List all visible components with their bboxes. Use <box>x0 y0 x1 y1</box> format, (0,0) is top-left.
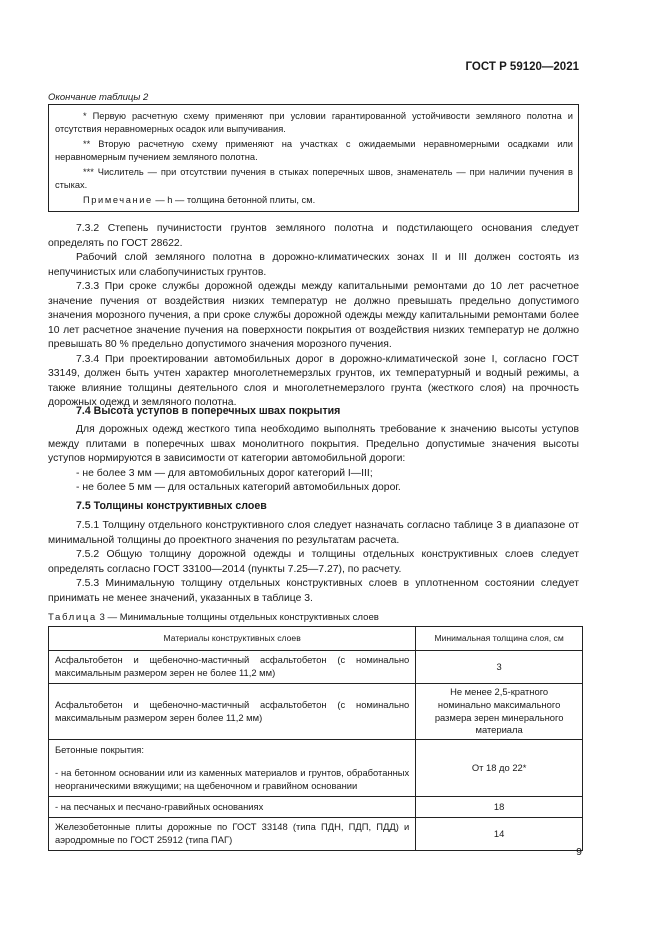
table-continuation-caption: Окончание таблицы 2 <box>48 92 149 103</box>
table2-notes-box <box>48 104 579 212</box>
remark-text: — h — толщина бетонной плиты, см. <box>152 195 316 205</box>
page-number: 9 <box>576 846 582 858</box>
thickness-cell: От 18 до 22* <box>416 740 583 797</box>
material-cell: Асфальтобетон и щебеночно-мастичный асфальтобетон (с номинально максимальным размером зерен более 11,2 мм) <box>49 684 416 740</box>
section-7-4-text <box>48 423 579 496</box>
table-remark <box>55 194 573 207</box>
table-row <box>49 651 583 684</box>
table-footnote: *** Числитель — при отсутствии пучения в стыках поперечных швов, знаменатель — при наличии пучения в стыках. <box>55 167 573 191</box>
material-cell: Железобетонные плиты дорожные по ГОСТ 33148 (типа ПДН, ПДП, ПДД) и аэродромные по ГОСТ 25912 (типа ПАГ) <box>49 818 416 851</box>
paragraph: 7.5.3 Минимальную толщину отдельных конструктивных слоев в уплотненном состоянии следует принимать не менее значений, указанных в таблице 3. <box>48 578 579 604</box>
table3-min-thickness <box>48 626 583 851</box>
paragraph: 7.5.1 Толщину отдельного конструктивного слоя следует назначать согласно таблице 3 в диапазоне от минимальной толщины до проектного значения по результатам расчета. <box>48 520 579 546</box>
table-caption-title: 3 — Минимальные толщины отдельных конструктивных слоев <box>96 612 379 623</box>
table-row <box>49 797 583 818</box>
material-cell: - на бетонном основании или из каменных материалов и грунтов, обработанных неорганическими вяжущими; на щебеночном и гравийном основании <box>49 766 416 797</box>
table-footnote: ** Вторую расчетную схему применяют на участках с ожидаемыми неравномерными осадками или неравномерным пучением земляного полотна. <box>55 139 573 163</box>
material-cell: Бетонные покрытия: <box>49 740 416 767</box>
remark-label: Примечание <box>83 195 153 205</box>
thickness-cell: Не менее 2,5-кратного номинально максимального размера зерен минерального материала <box>416 684 583 740</box>
paragraph: Рабочий слой земляного полотна в дорожно-климатических зонах II и III должен состоять из непучинистых или слабопучинистых грунтов. <box>48 252 579 278</box>
table-row <box>49 818 583 851</box>
paragraph: 7.3.2 Степень пучинистости грунтов земляного полотна и подстилающего основания следует определять по ГОСТ 28622. <box>48 223 579 249</box>
section-7-5-text <box>48 519 579 606</box>
column-header: Материалы конструктивных слоев <box>49 627 416 651</box>
table-row <box>49 684 583 740</box>
table-header-row <box>49 627 583 651</box>
paragraph: 7.3.4 При проектировании автомобильных дорог в дорожно-климатической зоне I, согласно ГОСТ 33149, должен быть учтен характер многолетнемерзлых грунтов, их температурный и водный режимы, а также влияние толщины деятельного слоя и многолетнемерзлого грунта (жесткого слоя) на прочность дорожных одежд и земляного полотна. <box>48 353 579 408</box>
material-cell: - на песчаных и песчано-гравийных основаниях <box>49 797 416 818</box>
paragraph: 7.5.2 Общую толщину дорожной одежды и толщины отдельных конструктивных слоев следует определять согласно ГОСТ 33100—2014 (пункты 7.25—7.27), по расчету. <box>48 549 579 575</box>
thickness-cell: 18 <box>416 797 583 818</box>
material-cell: Асфальтобетон и щебеночно-мастичный асфальтобетон (с номинально максимальным размером зерен не более 11,2 мм) <box>49 651 416 684</box>
standard-code: ГОСТ Р 59120—2021 <box>465 61 579 73</box>
paragraph: Для дорожных одежд жесткого типа необходимо выполнять требование к значению высоты уступов между плитами в поперечных швах монолитного покрытия. Предельно допустимые значения высоты уступов нормируются в зависимости от категории автомобильной дороги: <box>48 424 579 464</box>
thickness-cell: 3 <box>416 651 583 684</box>
table-caption-label: Таблица <box>48 612 97 623</box>
table-row <box>49 740 583 767</box>
table3-caption <box>48 612 379 623</box>
paragraph: 7.3.3 При сроке службы дорожной одежды между капитальными ремонтами до 10 лет расчетное значение пучения от воздействия низких температур не должно превышать предельно допустимого значения морозного пучения, а при сроке службы дорожной одежды между капитальными ремонтами более 10 лет расчетное значение пучения на поверхности покрытия от воздействия низких температур не должно превышать 80 % предельно допустимого значения морозного пучения. <box>48 281 579 350</box>
section-heading-7-4: 7.4 Высота уступов в поперечных швах покрытия <box>76 405 341 417</box>
table-footnote: * Первую расчетную схему применяют при условии гарантированной устойчивости земляного полотна и отсутствия неравномерных осадок или выпучивания. <box>55 111 573 135</box>
list-item: - не более 5 мм — для остальных категорий автомобильных дорог. <box>76 482 401 493</box>
section-7-3-text <box>48 222 579 411</box>
column-header: Минимальная толщина слоя, см <box>416 627 583 651</box>
section-heading-7-5: 7.5 Толщины конструктивных слоев <box>76 500 267 512</box>
thickness-cell: 14 <box>416 818 583 851</box>
list-item: - не более 3 мм — для автомобильных дорог категорий I—III; <box>76 467 373 479</box>
